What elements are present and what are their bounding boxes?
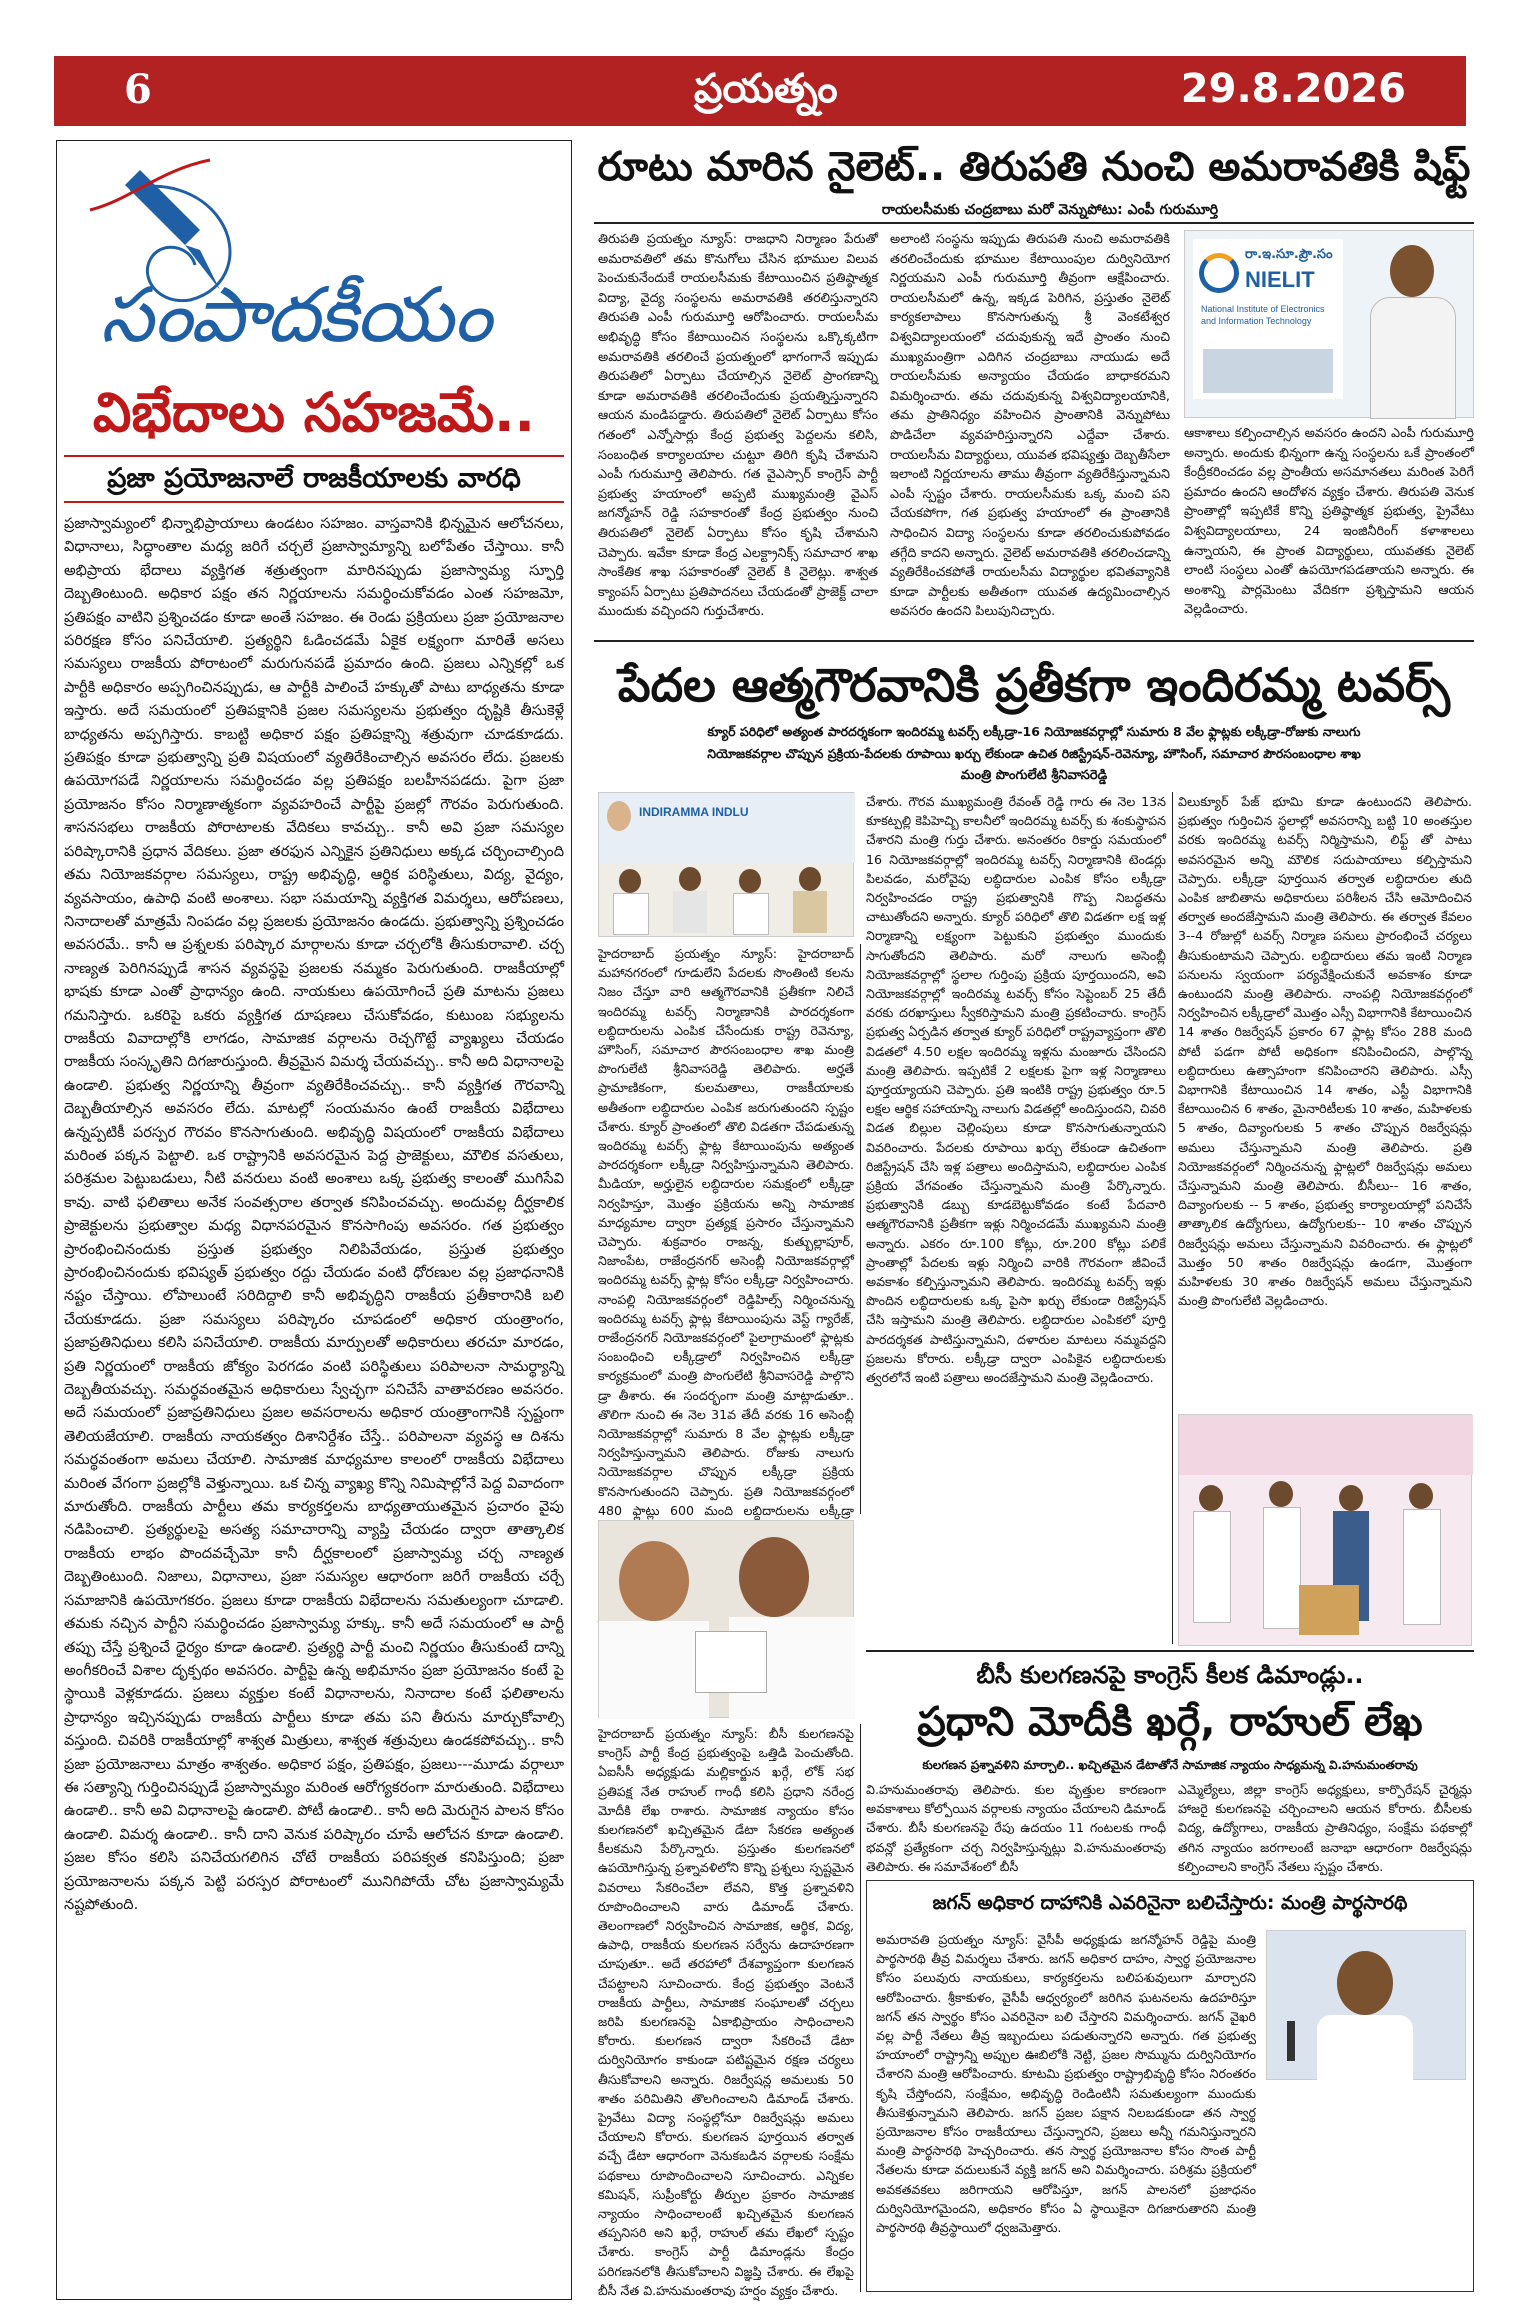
column-rule-2 xyxy=(1172,792,1173,1644)
story2-byline-1: క్యూర్ పరిధిలో అత్యంత పారదర్శకంగా ఇందిరమ్మ టవర్స్ లక్కీడ్రా-16 నియోజకవర్గాల్లో సుమారు 8 వేల ఫ్లాట్లకు లక్కీడ్రా-రోజుకు నాలుగు xyxy=(707,724,1361,739)
draw-box xyxy=(1299,1585,1359,1635)
story3-col2 xyxy=(866,1780,1166,1874)
story3-col1-text: హైదరాబాద్ ప్రయత్నం న్యూస్: బీసీ కులగణనపై కాంగ్రెస్ పార్టీ కేంద్ర ప్రభుత్వంపై ఒత్తిడి పెంచుతోంది. ఏఐసీసీ అధ్యక్షుడు మల్లికార్జున ఖర్గే, లోక్ సభ ప్రతిపక్ష నేత రాహుల్ గాంధీ కలిసి ప్రధాని నరేంద్ర మోదీకి లేఖ రాశారు. సామాజిక న్యాయం కోసం కులగణనలో ఖచ్చితమైన డేటా సేకరణ అత్యంత కీలకమని పేర్కొన్నారు. ప్రస్తుతం కులగణనలో ఉపయోగిస్తున్న ప్రశ్నావళిలోని కొన్ని ప్రశ్నలు స్పష్టమైన వివరాలు సేకరించేలా లేవని, కొత్త ప్రశ్నావళిని రూపొందించాలని వారు డిమాండ్ చేశారు. తెలంగాణలో నిర్వహించిన సామాజిక, ఆర్థిక, విద్య, ఉపాధి, రాజకీయ కులగణన సర్వేను ఉదాహరణగా చూపుతూ.. అదే తరహాలో దేశవ్యాప్తంగా కులగణన చేపట్టాలని సూచించారు. కేంద్ర ప్రభుత్వం వెంటనే రాజకీయ పార్టీలు, సామాజిక సంఘాలతో చర్చలు జరిపి కులగణనపై ఏకాభిప్రాయం సాధించాలని కోరారు. కులగణన ద్వారా సేకరించే డేటా దుర్వినియోగం కాకుండా పటిష్టమైన రక్షణ చర్యలు తీసుకోవాలని అన్నారు. రిజర్వేషన్ల అమలుకు 50 శాతం పరిమితిని తొలగించాలని డిమాండ్ చేశారు. ప్రైవేటు విద్యా సంస్థల్లోనూ రిజర్వేషన్లు అమలు చేయాలని కోరారు. కులగణన పూర్తయిన తర్వాత వచ్చే డేటా ఆధారంగా వెనుకబడిన వర్గాలకు సంక్షేమ పథకాలు రూపొందించాలని సూచించారు. ఎన్నికల కమిషన్, సుప్రీంకోర్టు తీర్పుల ప్రకారం సామాజిక న్యాయం సాధించాలంటే ఖచ్చితమైన కులగణన తప్పనిసరి అని ఖర్గే, రాహుల్ తమ లేఖలో స్పష్టం చేశారు. కాంగ్రెస్ పార్టీ డిమాండ్లను కేంద్రం పరిగణనలోకి తీసుకోవాలని విజ్ఞప్తి చేశారు. ఈ లేఖపై బీసీ నేత వి.హనుమంతరావు హర్షం వ్యక్తం చేశారు. xyxy=(598,1726,854,2298)
column-rule-1 xyxy=(860,944,861,1514)
story1-col1 xyxy=(598,230,878,635)
story1-col1-text: తిరుపతి ప్రయత్నం న్యూస్: రాజధాని నిర్మాణం పేరుతో అమరావతిలో తమ కొనుగోలు చేసిన భూముల విలువ పెంచుకునేందుకే రాయలసీమకు కేటాయించిన ప్రతిష్ఠాత్మక విద్యా, వైద్య సంస్థలను అమరావతికి తరలిస్తున్నారని తిరుపతి ఎంపీ గురుమూర్తి ఆరోపించారు. రాయలసీమ అభివృద్ధి కోసం కేటాయించిన సంస్థలను ఒక్కొక్కటిగా అమరావతికి తరలించే ప్రయత్నంలో భాగంగానే ఇప్పుడు తిరుపతిలో ఏర్పాటు చేయాల్సిన నైలెట్ ప్రాంగణాన్ని కూడా అమరావతికి తరలించేందుకు ప్రయత్నిస్తున్నారని ఆయన మండిపడ్డారు. తిరుపతిలో నైలెట్ ఏర్పాటు కోసం గతంలో ఎన్నోసార్లు కేంద్ర ప్రభుత్వ పెద్దలను కలిసి, సంబంధిత కార్యాలయాల చుట్టూ తిరిగి కృషి చేశామని ఎంపీ గురుమూర్తి తెలిపారు. గత వైఎస్సార్ కాంగ్రెస్ పార్టీ ప్రభుత్వ హయాంలో అప్పటి ముఖ్యమంత్రి వైఎస్ జగన్మోహన్ రెడ్డి సహకారంతో కేంద్ర ప్రభుత్వం నుంచి తిరుపతిలో నైలెట్ ఏర్పాటు కోసం కృషి చేశామని చెప్పారు. ఇవేకా కూడా కేంద్ర ఎలక్ట్రానిక్స్ సమాచార శాఖ సాంకేతిక శాఖ సహకారంతో నైలెట్ కి నైలెట్లు. శాశ్వత క్యాంపస్ ఏర్పాటు ప్రతిపాదనలు చేయడంతో ప్రాజెక్ట్ చాలా ముందుకు వచ్చిందని గుర్తుచేశారు. xyxy=(598,232,878,620)
story2-col3-text: విలుక్యూర్ పేజ్ భూమి కూడా ఉంటుందని తెలిపారు. ప్రభుత్వం గుర్తించిన స్థలాల్లో అవసరాన్ని బట్టి 10 అంతస్తుల వరకు ఇందిరమ్మ టవర్స్ నిర్మిస్తామని, లిఫ్ట్ తో పాటు అవసరమైన అన్ని మౌలిక సదుపాయాలు కల్పిస్తామని చెప్పారు. లక్కీడ్రా పూర్తయిన తర్వాత లబ్ధిదారుల తుది ఎంపిక జాబితాను అధికారులు పరిశీలన చేసి ఆమోదించిన తర్వాత అందజేస్తామని మంత్రి తెలిపారు. ఈ తర్వాత కేవలం 3--4 రోజుల్లో టవర్స్ నిర్మాణ పనులు ప్రారంభించే చర్యలు తీసుకుంటామని చెప్పారు. లబ్ధిదారులు తమ ఇంటి నిర్మాణ పనులను స్వయంగా పర్యవేక్షించుకునే అవకాశం కూడా ఉంటుందని మంత్రి తెలిపారు. నాంపల్లి నియోజకవర్గంలో నిర్వహించిన లక్కీడ్రాలో మొత్తం ఎస్సీ విభాగానికి కేటాయించిన 14 శాతం రిజర్వేషన్ ప్రకారం 67 ఫ్లాట్ల కోసం 288 మంది పోటీ పడగా పోటీ అధికంగా కనిపించిందని, పాల్గొన్న లబ్ధిదారులు ఉత్సాహంగా కనిపించారని తెలిపారు. ఎస్సీ విభాగానికి కేటాయించిన 14 శాతం, ఎస్టీ విభాగానికి కేటాయించిన 6 శాతం, మైనారిటీలకు 10 శాతం, మహిళలకు 5 శాతం, దివ్యాంగులకు 5 శాతం చొప్పున రిజర్వేషన్లు అమలు చేస్తున్నామని మంత్రి తెలిపారు. ప్రతి నియోజకవర్గంలో నిర్మించనున్న ఫ్లాట్లలో రిజర్వేషన్లు అమలు చేస్తున్నామని మంత్రి తెలిపారు. బీసీలు-- 16 శాతం, దివ్యాంగులకు -- 5 శాతం, ప్రభుత్వ కార్యాలయాల్లో పనిచేసే తాత్కాలిక ఉద్యోగులు, ఉద్యోగులకు-- 10 శాతం చొప్పున రిజర్వేషన్లు అమలు చేస్తున్నామని వివరించారు. ఈ ఫ్లాట్లలో మొత్తం 50 శాతం రిజర్వేషన్లు ఉండగా, మొత్తంగా మహిళలకు 30 శాతం రిజర్వేషన్ అమలు చేస్తున్నామని మంత్రి పొంగులేటి వెల్లడించారు. xyxy=(1178,794,1472,1309)
story1-col3 xyxy=(1184,424,1474,635)
story2-col2 xyxy=(866,792,1166,1644)
story2-headline: పేదల ఆత్మగౌరవానికి ప్రతీకగా ఇందిరమ్మ టవర్స్ xyxy=(617,658,1451,712)
story2-byline-3: మంత్రి పొంగులేటి శ్రీనివాసరెడ్డి xyxy=(960,768,1108,783)
story1-rule xyxy=(594,222,1474,224)
story1-col3-text: ఆకాశాలు కల్పించాల్సిన అవసరం ఉందని ఎంపీ గురుమూర్తి అన్నారు. అందుకు భిన్నంగా ఉన్న సంస్థలను ఒకే ప్రాంతంలో కేంద్రీకరించడం వల్ల ప్రాంతీయ అసమానతలు మరింత పెరిగే ప్రమాదం ఉందని ఆందోళన వ్యక్తం చేశారు. తిరుపతి వెనుక ప్రాంతాల్లో ఇప్పటికే కొన్ని ప్రతిష్ఠాత్మక ప్రభుత్వ, ప్రైవేటు విశ్వవిద్యాలయాలు, 24 ఇంజినీరింగ్ కళాశాలలు ఉన్నాయని, ఈ ప్రాంత విద్యార్థులు, యువతకు నైలెట్ లాంటి సంస్థలు ఎంతో ఉపయోగపడతాయని అన్నారు. ఈ అంశాన్ని పార్లమెంటు వేదికగా ప్రశ్నిస్తామని ఆయన వెల్లడించారు. xyxy=(1184,426,1474,618)
nielit-photo xyxy=(1184,230,1474,418)
story1-bottom-rule xyxy=(594,640,1474,642)
nielit-building xyxy=(1203,349,1333,393)
story3-headline: ప్రధాని మోదీకి ఖర్గే, రాహుల్ లేఖ xyxy=(917,1699,1423,1745)
story1-byline: రాయలసీమకు చంద్రబాబు మరో వెన్నుపోటు: ఎంపీ గురుమూర్తి xyxy=(881,202,1219,218)
lucky-draw-photo xyxy=(1178,1414,1472,1646)
indiramma-event-photo xyxy=(598,792,854,937)
story3-col3-text: ఎమ్మెల్యేలు, జిల్లా కాంగ్రెస్ అధ్యక్షులు, కార్పొరేషన్ చైర్మన్లు హాజరై కులగణనపై చర్చించాలని ఆయన కోరారు. బీసీలకు విద్య, ఉద్యోగాలు, రాజకీయ ప్రాతినిధ్యం, సంక్షేమ పథకాల్లో తగిన న్యాయం జరగాలంటే జనాభా ఆధారంగా రిజర్వేషన్లు కల్పించాలని కాంగ్రెస్ నేతలు స్పష్టం చేశారు. xyxy=(1178,1782,1472,1874)
story2-col3 xyxy=(1178,792,1472,1407)
editorial-text: ప్రజాస్వామ్యంలో భిన్నాభిప్రాయాలు ఉండటం సహజం. వాస్తవానికి భిన్నమైన ఆలోచనలు, విధానాలు, సిద్ధాంతాల మధ్య జరిగే చర్చలే ప్రజాస్వామ్యాన్ని బలోపేతం చేస్తాయి. కానీ అభిప్రాయ భేదాలు వ్యక్తిగత శత్రుత్వంగా మారినప్పుడు ప్రజాస్వామ్య స్ఫూర్తి దెబ్బతింటుంది. అధికార పక్షం తన నిర్ణయాలను సమర్థించుకోవడం ఎంత సహజమో, ప్రతిపక్షం వాటిని ప్రశ్నించడం కూడా అంతే సహజం. ఈ రెండు ప్రక్రియలు ప్రజా ప్రయోజనాల పరిరక్షణ కోసం పనిచేయాలి. ప్రత్యర్థిని ఓడించడమే ఏకైక లక్ష్యంగా మారితే అసలు సమస్యలు రాజకీయ పోరాటంలో మరుగునపడే ప్రమాదం ఉంది. ప్రజలు ఎన్నికల్లో ఒక పార్టీకి అధికారం అప్పగించినప్పుడు, ఆ పార్టీకి పాలించే హక్కుతో పాటు బాధ్యతను కూడా ఇస్తారు. అదే సమయంలో ప్రతిపక్షానికి ప్రజల సమస్యలను ప్రభుత్వం దృష్టికి తీసుకెళ్లే బాధ్యతను అప్పగిస్తారు. కాబట్టి అధికార పక్షం ప్రతిపక్షాన్ని శత్రువుగా చూడకూడదు. ప్రతిపక్షం కూడా ప్రభుత్వాన్ని ప్రతి విషయంలో వ్యతిరేకించాల్సిన అవసరం లేదు. ప్రజలకు ఉపయోగపడే నిర్ణయాలను సమర్థించడం వల్ల ప్రతిపక్షం బలహీనపడదు. పైగా ప్రజా ప్రయోజనం కోసం నిర్మాణాత్మకంగా వ్యవహరించే పార్టీపై ప్రజల్లో గౌరవం పెరుగుతుంది. శాసనసభలు రాజకీయ పోరాటాలకు వేదికలు కావచ్చు.. కానీ అవి ప్రజా సమస్యల పరిష్కారానికి ప్రధాన వేదికలు. ప్రజా తరఫున ఎన్నికైన ప్రతినిధులు అక్కడ చర్చించాల్సింది తమ నియోజకవర్గాల సమస్యలు, రాష్ట్ర అభివృద్ధి, ఆర్థిక పరిస్థితులు, విద్య, వైద్యం, వ్యవసాయం, ఉపాధి వంటి అంశాలు. సభా సమయాన్ని వ్యక్తిగత విమర్శలు, ఆరోపణలు, నినాదాలతో మాత్రమే నింపడం వల్ల ప్రజలకు ప్రయోజనం ఉండదు. ప్రభుత్వాన్ని ప్రశ్నించడం అవసరమే.. కానీ ఆ ప్రశ్నలకు పరిష్కార మార్గాలను కూడా చర్చలోకి తీసుకురావాలి. చర్చ నాణ్యత పెరిగినప్పుడే శాసన వ్యవస్థపై ప్రజలకు నమ్మకం పెరుగుతుంది. రాజకీయాల్లో భాషకు కూడా ఎంతో ప్రాధాన్యం ఉంది. నాయకులు ఉపయోగించే ప్రతి మాటను ప్రజలు గమనిస్తారు. ఒకరిపై ఒకరు వ్యక్తిగత దూషణలు చేసుకోవడం, కుటుంబ సభ్యులను రాజకీయ వివాదాల్లోకి లాగడం, సామాజిక వర్గాలను రెచ్చగొట్టే వ్యాఖ్యలు చేయడం రాజకీయ సంస్కృతిని దిగజారుస్తుంది. తీవ్రమైన విమర్శ చేయవచ్చు.. కానీ అది విధానాలపై ఉండాలి. ప్రభుత్వ నిర్ణయాన్ని తీవ్రంగా వ్యతిరేకించవచ్చు.. కానీ వ్యక్తిగత గౌరవాన్ని దెబ్బతీయాల్సిన అవసరం లేదు. మాటల్లో సంయమనం ఉంటే రాజకీయ విభేదాలు ఉన్నప్పటికీ పరస్పర గౌరవం కొనసాగుతుంది. అభివృద్ధి విషయంలో రాజకీయ విభేదాలు మరింత పక్కన పెట్టాలి. ఒక రాష్ట్రానికి అవసరమైన పెద్ద ప్రాజెక్టులు, మౌలిక వసతులు, పరిశ్రమల పెట్టుబడులు, నీటి వనరులు వంటి అంశాలు ఒక్క ప్రభుత్వ కాలంతో ముగిసేవి కావు. వాటి ఫలితాలు అనేక సంవత్సరాల తర్వాత కనిపించవచ్చు. అందువల్ల దీర్ఘకాలిక ప్రాజెక్టులను ప్రభుత్వాల మధ్య విధానపరమైన కొనసాగింపు అవసరం. గత ప్రభుత్వం ప్రారంభించినందుకు ప్రస్తుత ప్రభుత్వం నిలిపివేయడం, ప్రస్తుత ప్రభుత్వం ప్రారంభించినందుకు భవిష్యత్ ప్రభుత్వం రద్దు చేయడం వంటి ధోరణుల వల్ల ప్రజాధనానికి నష్టం చేస్తాయి. లోపాలుంటే సరిదిద్దాలి కానీ అభివృద్ధిని రాజకీయ ప్రతీకారానికి బలి చేయకూడదు. ప్రజా సమస్యలు పరిష్కారం చూపడంలో అధికార యంత్రాంగం, ప్రజాప్రతినిధులు కలిసి పనిచేయాలి. రాజకీయ మార్పులతో అధికారులు తరచూ మారడం, ప్రతి నిర్ణయంలో రాజకీయ జోక్యం పెరగడం వంటి పరిస్థితులు పరిపాలనా సామర్థ్యాన్ని దెబ్బతీయవచ్చు. సమర్థవంతమైన అధికారులు స్వేచ్ఛగా పనిచేసే వాతావరణం అవసరం. అదే సమయంలో ప్రజాప్రతినిధులు ప్రజల అవసరాలను అధికార యంత్రాంగానికి స్పష్టంగా తెలియజేయాలి. రాజకీయ నాయకత్వం దిశానిర్దేశం చేస్తే.. పరిపాలనా వ్యవస్థ ఆ దిశను సమర్థవంతంగా అమలు చేయాలి. సామాజిక మాధ్యమాల కాలంలో రాజకీయ విభేదాలు మరింత వేగంగా ప్రజల్లోకి వెళ్తున్నాయి. ఒక చిన్న వ్యాఖ్య కొన్ని నిమిషాల్లోనే పెద్ద వివాదంగా మారుతోంది. రాజకీయ పార్టీలు తమ కార్యకర్తలను బాధ్యతాయుతమైన ప్రచారం వైపు నడిపించాలి. ప్రత్యర్థులపై అసత్య సమాచారాన్ని వ్యాప్తి చేయడం ద్వారా తాత్కాలిక రాజకీయ లాభం పొందవచ్చేమో కానీ దీర్ఘకాలంలో ప్రజాస్వామ్య చర్చ నాణ్యత దెబ్బతింటుంది. నిజాలు, విధానాలు, ప్రజా సమస్యల ఆధారంగా జరిగే రాజకీయ చర్చే సమాజానికి ఉపయోగకరం. ప్రజలు కూడా రాజకీయ విభేదాలను సమతుల్యంగా చూడాలి. తమకు నచ్చిన పార్టీని సమర్థించడం ప్రజాస్వామ్య హక్కు. కానీ అదే సమయంలో ఆ పార్టీ తప్పు చేస్తే ప్రశ్నించే ధైర్యం కూడా ఉండాలి. ప్రత్యర్థి పార్టీ మంచి నిర్ణయం తీసుకుంటే దాన్ని అంగీకరించే విశాల దృక్పథం అవసరం. పార్టీపై ఉన్న అభిమానం ప్రజా ప్రయోజనం కంటే పై స్థాయికి వెళ్లకూడదు. ప్రజలు వ్యక్తుల కంటే విధానాలను, నినాదాల కంటే ఫలితాలను ప్రాధాన్యం ఇచ్చినప్పుడు రాజకీయ పార్టీలు కూడా తమ పని తీరును మార్చుకోవాల్సి వస్తుంది. చివరికి రాజకీయాల్లో శాశ్వత మిత్రులు, శాశ్వత శత్రువులు ఉండకపోవచ్చు.. కానీ ప్రజా ప్రయోజనాలు మాత్రం శాశ్వతం. అధికార పక్షం, ప్రతిపక్షం, ప్రజలు---మూడు వర్గాలూ ఈ సత్యాన్ని గుర్తించినప్పుడే ప్రజాస్వామ్యం మరింత ఆరోగ్యకరంగా మారుతుంది. విభేదాలు ఉండాలి.. కానీ అవి విధానాలపై ఉండాలి. పోటీ ఉండాలి.. కానీ అది మెరుగైన పాలన కోసం ఉండాలి. విమర్శ ఉండాలి.. కానీ దాని వెనుక పరిష్కారం చూపే ఆలోచన కూడా ఉండాలి. ప్రజల కోసం కలిసి పనిచేయగలిగిన చోటే రాజకీయ పరిపక్వత కనిపిస్తుంది; ప్రజా ప్రయోజనాలను పక్కన పెట్టి పరస్పర పోరాటంలో మునిగిపోయే చోట ప్రజాస్వామ్యమే నష్టపోతుంది. xyxy=(64,515,564,1913)
editorial-logo xyxy=(70,150,560,370)
story4-text: అమరావతి ప్రయత్నం న్యూస్: వైసీపీ అధ్యక్షుడు జగన్మోహన్ రెడ్డిపై మంత్రి పార్థసారథి తీవ్ర విమర్శలు చేశారు. జగన్ అధికార దాహం, స్వార్థ ప్రయోజనాల కోసం పలువురు నాయకులు, కార్యకర్తలను బలిపశువులుగా మార్చారని ఆరోపించారు. శ్రీకాకుళం, వైసీపీ ఆధ్వర్యంలో జరిగిన ఘటనలను ఉదహరిస్తూ జగన్ తన స్వార్థం కోసం ఎవరినైనా బలి చేస్తారని విమర్శించారు. జగన్ వైఖరి వల్ల పార్టీ నేతలు తీవ్ర ఇబ్బందులు పడుతున్నారని అన్నారు. గత ప్రభుత్వ హయాంలో రాష్ట్రాన్ని అప్పుల ఊబిలోకి నెట్టి, ప్రజల సొమ్మును దుర్వినియోగం చేశారని మంత్రి ఆరోపించారు. కూటమి ప్రభుత్వం రాష్ట్రాభివృద్ధి కోసం నిరంతరం కృషి చేస్తోందని, సంక్షేమం, అభివృద్ధి రెండింటినీ సమతుల్యంగా ముందుకు తీసుకెళ్తున్నామని తెలిపారు. జగన్ ప్రజల పక్షాన నిలబడకుండా తన స్వార్థ ప్రయోజనాల కోసం రాజకీయాలు చేస్తున్నారని, ప్రజలు అన్నీ గమనిస్తున్నారని మంత్రి పార్థసారథి హెచ్చరించారు. తన స్వార్థ ప్రయోజనాల కోసం సొంత పార్టీ నేతలను కూడా వదులుకునే వ్యక్తి జగన్ అని విమర్శించారు. పరిశ్రమ ప్రక్రియలో అవకతవకలు జరిగాయని ఆరోపిస్తూ, జగన్ పాలనలో ప్రజాధనం దుర్వినియోగమైందని, అధికారం కోసం ఏ స్థాయికైనా దిగజారుతారని మంత్రి పార్థసారథి తీవ్రస్థాయిలో ధ్వజమెత్తారు. xyxy=(876,1932,1256,2236)
nielit-brand-text: NIELIT xyxy=(1245,267,1315,292)
story4-body xyxy=(876,1930,1256,2286)
story1-col2-text: అలాంటి సంస్థను ఇప్పుడు తిరుపతి నుంచి అమరావతికి తరలించేందుకు భూముల కేటాయింపుల దుర్వినియోగ నిర్ణయమని ఎంపీ గురుమూర్తి తీవ్రంగా ఆక్షేపించారు. రాయలసీమలో ఉన్న, ఇక్కడ పెరిగిన, ప్రస్తుతం నైలెట్ కార్యకలాపాలు కొనసాగుతున్న శ్రీ వెంకటేశ్వర విశ్వవిద్యాలయంలో చదువుకున్న ఇదే ప్రాంతం నుంచి ముఖ్యమంత్రిగా ఎదిగిన చంద్రబాబు నాయుడు అదే రాయలసీమకు అన్యాయం చేయడం బాధాకరమని విమర్శించారు. తమ చదువుకున్న విశ్వవిద్యాలయానికి, తమ ప్రాతినిధ్యం వహించిన ప్రాంతానికి వెన్నుపోటు పొడిచేలా వ్యవహరిస్తున్నారని ఎద్దేవా చేశారు. రాయలసీమ విద్యార్థులు, యువత భవిష్యత్తు దెబ్బతీసేలా ఇలాంటి నిర్ణయాలను తాము తీవ్రంగా వ్యతిరేకిస్తున్నామని ఎంపీ స్పష్టం చేశారు. రాయలసీమకు ఒక్క మంచి పని చేయకపోగా, గత ప్రభుత్వ హయాంలో ఈ ప్రాంతానికి సాధించిన విద్యా సంస్థలను కూడా తరలించుకుపోవడం తగ్గేది కాదని అన్నారు. నైలెట్ అమరావతికి తరలించడాన్ని వ్యతిరేకించకపోతే రాయలసీమ విద్యార్థుల భవితవ్యానికి కూడా పార్టీలకు అతీతంగా యువత ఉద్యమించాల్సిన అవసరం ఉందని పిలుపునిచ్చారు. xyxy=(890,232,1170,620)
story2-col1-text: హైదరాబాద్ ప్రయత్నం న్యూస్: హైదరాబాద్ మహానగరంలో గూడులేని పేదలకు సొంతింటి కలను నిజం చేస్తూ వారి ఆత్మగౌరవానికి ప్రతీకగా నిలిచే ఇందిరమ్మ టవర్స్ నిర్మాణానికి పారదర్శకంగా లబ్ధిదారులను ఎంపిక చేసేందుకు రాష్ట్ర రెవెన్యూ, హౌసింగ్, సమాచార పౌరసంబంధాల శాఖ మంత్రి పొంగులేటి శ్రీనివాసరెడ్డి తెలిపారు. అర్హతే ప్రామాణికంగా, కులమతాలు, రాజకీయాలకు అతీతంగా లబ్ధిదారుల ఎంపిక జరుగుతుందని స్పష్టం చేశారు. క్యూర్ ప్రాంతంలో తొలి విడతగా చేపడుతున్న ఇందిరమ్మ టవర్స్ ఫ్లాట్ల కేటాయింపును అత్యంత పారదర్శకంగా లక్కీడ్రా నిర్వహిస్తున్నామని తెలిపారు. మీడియా, అర్హులైన లబ్ధిదారుల సమక్షంలో లక్కీడ్రా నిర్వహిస్తూ, మొత్తం ప్రక్రియను అన్ని సామాజిక మాధ్యమాల ద్వారా ప్రత్యక్ష ప్రసారం చేస్తున్నామని చెప్పారు. శుక్రవారం రాజన్న, కుత్బుల్లాపూర్, నిజాంపేట, రాజేంద్రనగర్ అసెంబ్లీ నియోజకవర్గాల్లో ఇందిరమ్మ టవర్స్ ఫ్లాట్ల కోసం లక్కీడ్రా నిర్వహించారు. నాంపల్లి నియోజకవర్గంలో రెడ్డిహిల్స్ నిర్మించనున్న ఇందిరమ్మ టవర్స్ ఫ్లాట్ల కేటాయింపును వెస్ట్ గ్యారేజ్, రాజేంద్రనగర్ నియోజకవర్గంలో పైలాగ్రామంలో ఫ్లాట్లకు సంబంధించి లక్కీడ్రాలో నిర్వహించిన లక్కీడ్రా కార్యక్రమంలో మంత్రి పొంగులేటి శ్రీనివాసరెడ్డి పాల్గొని డ్రా తీశారు. ఈ సందర్భంగా మంత్రి మాట్లాడుతూ.. తొలిగా నుంచి ఈ నెల 31వ తేదీ వరకు 16 అసెంబ్లీ నియోజకవర్గాల్లో సుమారు 8 వేల ఫ్లాట్లకు లక్కీడ్రా నిర్వహిస్తున్నామని తెలిపారు. రోజుకు నాలుగు నియోజకవర్గాల చొప్పున లక్కీడ్రా ప్రక్రియ కొనసాగుతుందని చెప్పారు. ప్రతి నియోజకవర్గంలో 480 ఫ్లాట్లు 600 మంది లబ్ధిదారులను లక్కీడ్రా xyxy=(598,946,854,1518)
masthead-bar xyxy=(54,56,1466,126)
event-people xyxy=(609,863,845,933)
nielit-globe-icon xyxy=(1199,253,1239,293)
nielit-full-name: National Institute of Electronics and Information Technology xyxy=(1201,304,1325,326)
editorial-logo-text: సంపాదకీయం xyxy=(100,270,490,359)
event-banner-text: INDIRAMMA INDLU xyxy=(639,805,749,819)
story2-byline-2: నియోజకవర్గాల చొప్పున ప్రక్రియ-పేదలకు రూపాయి ఖర్చు లేకుండా ఉచిత రిజిస్ట్రేషన్-రెవెన్యూ, హౌసింగ్, సమాచార పౌరసంబంధాల శాఖ xyxy=(707,746,1361,761)
story3-byline: కులగణన ప్రశ్నావళిని మార్చాలి.. ఖచ్చితమైన డేటాతోనే సామాజిక న్యాయం సాధ్యమన్న వి.హనుమంతరావు xyxy=(922,1758,1418,1772)
story4-headline: జగన్ అధికార దాహానికి ఎవరినైనా బలిచేస్తారు: మంత్రి పార్థసారథి xyxy=(932,1892,1408,1914)
editorial-subheadline: ప్రజా ప్రయోజనాలే రాజకీయాలకు వారధి xyxy=(64,455,564,503)
story3-col2-text: వి.హనుమంతరావు తెలిపారు. కుల వృత్తుల కారణంగా అవకాశాలు కోల్పోయిన వర్గాలకు న్యాయం చేయాలని డిమాండ్ చేశారు. బీసీ కులగణనపై రేపు ఉదయం 11 గంటలకు గాంధీ భవన్లో ప్రత్యేకంగా చర్చ నిర్వహిస్తున్నట్లు వి.హనుమంతరావు తెలిపారు. ఈ సమావేశంలో బీసీ xyxy=(866,1782,1166,1874)
paper-name: ప్రయత్నం xyxy=(694,66,838,112)
nielit-logo-badge xyxy=(1193,239,1343,399)
microphone-icon xyxy=(1287,2021,1295,2061)
page-number: 6 xyxy=(124,66,152,113)
story2-bottom-rule xyxy=(866,1650,1474,1652)
column-rule-3 xyxy=(860,1724,861,2292)
kharge-rahul-photo xyxy=(598,1520,854,1718)
story1-headline: రూటు మారిన నైలెట్.. తిరుపతి నుంచి అమరావతికి షిఫ్ట్ xyxy=(597,144,1471,190)
story2-col2-text: చేశారు. గౌరవ ముఖ్యమంత్రి రేవంత్ రెడ్డి గారు ఈ నెల 13న కూకట్పల్లి కెపిహెచ్బి కాలనీలో ఇందిరమ్మ టవర్స్ కు శంకుస్థాపన చేశారని మంత్రి గుర్తు చేశారు. అనంతరం రికార్డు సమయంలో 16 నియోజకవర్గాల్లో ఇందిరమ్మ టవర్స్ నిర్మాణానికి టెండర్లు పిలవడం, మరోవైపు లబ్ధిదారుల ఎంపిక కోసం లక్కీడ్రా నిర్వహించడం రాష్ట్ర ప్రభుత్వానికి గొప్ప నిబద్ధతను చాటుతోందని అన్నారు. క్యూర్ పరిధిలో తొలి విడతగా లక్ష ఇళ్ల నిర్మాణాన్ని లక్ష్యంగా పెట్టుకుని ప్రభుత్వం ముందుకు సాగుతోందని తెలిపారు. మరో నాలుగు అసెంబ్లీ నియోజకవర్గాల్లో స్థలాల గుర్తింపు ప్రక్రియ పూర్తయిందని, అవి నియోజకవర్గాల్లో ఇందిరమ్మ టవర్స్ కోసం సెప్టెంబర్ 25 తేదీ వరకు దరఖాస్తులు స్వీకరిస్తామని మంత్రి ప్రకటించారు. కాంగ్రెస్ ప్రభుత్వ ఏర్పడిన తర్వాత క్యూర్ పరిధిలో రాష్ట్రవ్యాప్తంగా తొలి విడతలో 4.50 లక్షల ఇందిరమ్మ ఇళ్లను మంజూరు చేసిందని మంత్రి తెలిపారు. ఇప్పటికే 2 లక్షలకు పైగా ఇళ్ల నిర్మాణాలు పూర్తయ్యాయని చెప్పారు. ప్రతి ఇంటికి రాష్ట్ర ప్రభుత్వం రూ.5 లక్షల ఆర్థిక సహాయాన్ని నాలుగు విడతల్లో అందిస్తుందని, చివరి విడత బిల్లుల చెల్లింపులు కూడా కొనసాగుతున్నాయని వివరించారు. పేదలకు రూపాయి ఖర్చు లేకుండా ఉచితంగా రిజిస్ట్రేషన్ చేసి ఇళ్ల పత్రాలు అందిస్తామని, లబ్ధిదారుల ఎంపిక ప్రక్రియ వేగవంతం చేస్తున్నామని మంత్రి పేర్కొన్నారు. ప్రభుత్వానికి డబ్బు కూడబెట్టుకోవడం కంటే పేదవారి ఆత్మగౌరవానికి ప్రతీకగా ఇళ్లు నిర్మించడమే ముఖ్యమని మంత్రి అన్నారు. ఎకరం రూ.100 కోట్లు, రూ.200 కోట్లు పలికే ప్రాంతాల్లో పేదలకు ఇళ్లు నిర్మించి వారికి గౌరవంగా జీవించే అవకాశం కల్పిస్తున్నామని తెలిపారు. ఇందిరమ్మ టవర్స్ ఇళ్లు పొందిన లబ్ధిదారులకు ఒక్క పైసా ఖర్చు లేకుండా రిజిస్ట్రేషన్ చేసి ఇస్తామని మంత్రి తెలిపారు. లబ్ధిదారుల ఎంపికలో పూర్తి పారదర్శకత పాటిస్తున్నామని, దళారుల మాటలు నమ్మవద్దని ప్రజలను కోరారు. లక్కీడ్రా ద్వారా ఎంపికైన లబ్ధిదారులకు త్వరలోనే ఇంటి పత్రాలు అందజేస్తామని మంత్రి వెల్లడించారు. xyxy=(866,794,1166,1386)
parthasarathy-photo xyxy=(1266,1930,1466,2080)
story1-col2 xyxy=(890,230,1170,635)
story2-col1 xyxy=(598,944,854,1518)
nielit-hindi-text: రా.ఇ.సూ.ప్రౌ.సం xyxy=(1245,247,1333,262)
paper-sheet xyxy=(695,1631,767,1693)
story3-kicker: బీసీ కులగణనపై కాంగ్రెస్ కీలక డిమాండ్లు.. xyxy=(976,1661,1364,1689)
speaker-person xyxy=(1360,245,1460,415)
story3-col1 xyxy=(598,1724,854,2298)
editorial-body xyxy=(64,512,564,2292)
story3-col3 xyxy=(1178,1780,1472,1874)
event-banner xyxy=(599,793,855,863)
issue-date: 29.8.2026 xyxy=(1180,66,1406,112)
editorial-headline: విభేదాలు సహజమే.. xyxy=(92,381,536,444)
